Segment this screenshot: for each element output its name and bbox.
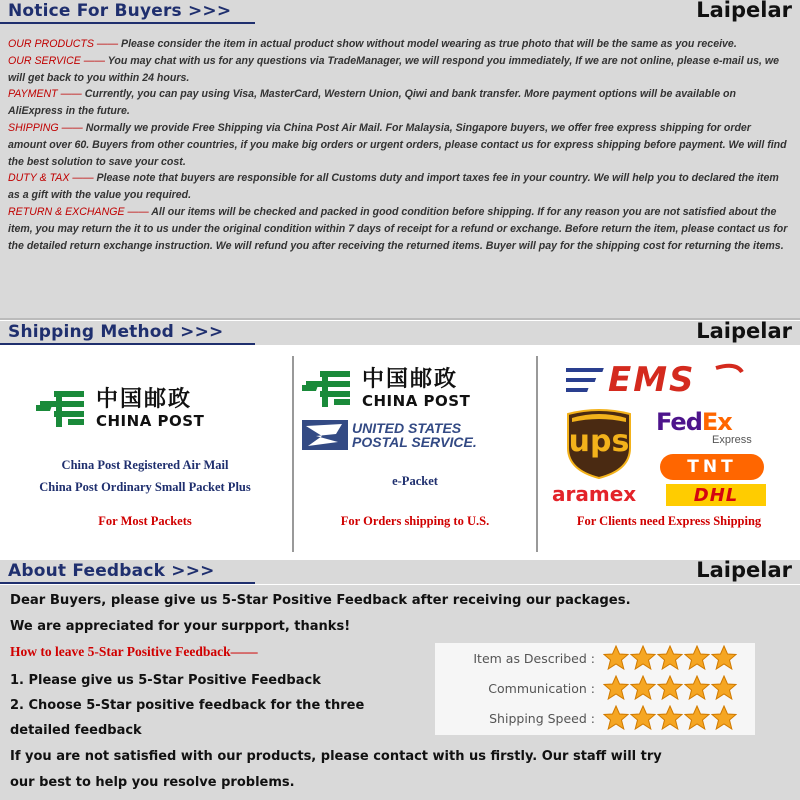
star-icon (711, 705, 737, 731)
notice-item-text: All our items will be checked and packed in good condition before shipping. If for any reason you are not satisfied about the item, you may return the it to us under the original condition within 7 days of receipt for a refund or exchange. Before return the item, please contact us for the detailed return exchange instruction. We will refund you after receiving the returned items. Buyer will pay for the shipping cost for returning the items. (8, 205, 788, 252)
ems-text: EMS (608, 360, 696, 400)
usps-line-1: UNITED STATES (352, 420, 462, 436)
rating-row-communication (435, 675, 755, 703)
fedex-express: Express (712, 434, 752, 446)
rating-row-item-described (435, 645, 755, 673)
brand-name: Laipelar (696, 319, 792, 343)
star-icon (711, 645, 737, 671)
column-divider (536, 356, 538, 552)
shipping-body (0, 346, 800, 558)
china-post-en: CHINA POST (362, 392, 471, 410)
rating-label: Communication : (488, 681, 595, 696)
shipping-note-2: For Orders shipping to U.S. (340, 514, 490, 528)
feedback-step-2-cont: detailed feedback (10, 723, 142, 738)
shipping-title-underline (0, 343, 255, 345)
feedback-line-3: If you are not satisfied with our products, please contact with us firstly. Our staff will try (10, 749, 662, 764)
china-post-en: CHINA POST (96, 412, 205, 430)
tnt-text: TNT (687, 457, 737, 477)
rating-label: Shipping Speed : (489, 711, 595, 726)
notice-item (8, 88, 736, 117)
dhl-logo (666, 484, 766, 506)
rating-label: Item as Described : (473, 651, 595, 666)
notice-label: RETURN & EXCHANGE —— (8, 205, 149, 218)
notice-item (8, 172, 779, 201)
tnt-logo (660, 454, 764, 480)
star-rating (603, 645, 737, 671)
notice-label: OUR PRODUCTS —— (8, 38, 119, 50)
china-post-logo (302, 368, 470, 410)
star-icon (684, 645, 710, 671)
brand-name: Laipelar (696, 0, 792, 22)
notice-item-text: Currently, you can pay using Visa, MasterCard, Western Union, Qiwi and bank transfer. More payment options will be available on AliExpress in the future. (8, 88, 736, 118)
star-icon (657, 645, 683, 671)
notice-item-text: Normally we provide Free Shipping via China Post Air Mail. For Malaysia, Singapore buyers, we offer free express shipping for order amount over 60. Buyers from other countries, if you make big orders or urgent orders, please contact us for express shipping before payment. We will find the best solution to save your cost. (8, 121, 787, 168)
star-icon (630, 705, 656, 731)
notice-label: PAYMENT —— (8, 88, 82, 101)
usps-line-2: POSTAL SERVICE. (352, 434, 477, 450)
star-rating (603, 675, 737, 701)
brand-name: Laipelar (696, 558, 792, 582)
star-icon (630, 675, 656, 701)
notice-header (0, 0, 800, 24)
star-icon (603, 675, 629, 701)
notice-label: OUR SERVICE —— (8, 54, 105, 67)
rating-row-shipping-speed (435, 705, 755, 733)
feedback-body (0, 585, 800, 800)
shipping-col-epacket (296, 356, 534, 556)
ups-logo (564, 408, 634, 480)
shipping-option-1: China Post Registered Air Mail (61, 458, 229, 472)
shipping-option-epacket: e-Packet (392, 474, 438, 488)
ups-text: ups (568, 424, 630, 459)
star-icon (657, 675, 683, 701)
notice-item-text: You may chat with us for any questions via TradeManager, we will respond you immediately, If we are not online, please e-mail us, we will get back to you within 24 hours. (8, 54, 780, 84)
shipping-title: Shipping Method >>> (8, 322, 224, 342)
rating-box (435, 643, 755, 735)
shipping-header (0, 321, 800, 345)
china-post-logo (36, 388, 204, 430)
feedback-step-1: 1. Please give us 5-Star Positive Feedback (10, 673, 321, 688)
notice-title: Notice For Buyers >>> (8, 1, 232, 21)
notice-item (8, 38, 737, 50)
star-icon (603, 645, 629, 671)
china-post-cn: 中国邮政 (96, 387, 193, 412)
feedback-how-to: How to leave 5-Star Positive Feedback—— (10, 644, 258, 659)
feedback-line-4: our best to help you resolve problems. (10, 775, 295, 790)
star-rating (603, 705, 737, 731)
feedback-line-1: Dear Buyers, please give us 5-Star Positive Feedback after receiving our packages. (10, 593, 631, 608)
feedback-title-underline (0, 582, 255, 584)
star-icon (684, 705, 710, 731)
notice-item-text: Please consider the item in actual product show without model wearing as true photo that will be the same as you receive. (118, 38, 737, 50)
shipping-col-express (540, 356, 798, 556)
notice-item (8, 206, 787, 252)
aramex-logo: aramex (552, 482, 637, 506)
notice-body (0, 24, 800, 320)
shipping-option-2: China Post Ordinary Small Packet Plus (39, 480, 251, 494)
star-icon (657, 705, 683, 731)
feedback-title: About Feedback >>> (8, 561, 215, 581)
star-icon (603, 705, 629, 731)
notice-item (8, 122, 787, 168)
fedex-ex: Ex (701, 408, 732, 436)
fedex-fed: Fed (656, 408, 702, 436)
feedback-line-2: We are appreciated for your surpport, thanks! (10, 619, 351, 634)
notice-text (8, 36, 788, 254)
fedex-logo (656, 408, 776, 448)
column-divider (292, 356, 294, 552)
feedback-step-2: 2. Choose 5-Star positive feedback for the three (10, 698, 365, 713)
star-icon (684, 675, 710, 701)
feedback-header (0, 560, 800, 584)
usps-logo (302, 420, 477, 450)
dhl-text: DHL (693, 484, 739, 506)
usps-eagle-icon (302, 420, 348, 450)
china-post-emblem-icon (302, 369, 354, 409)
notice-item (8, 55, 779, 84)
notice-item-text: Please note that buyers are responsible for all Customs duty and import taxes fee in your country. We will help you to declared the item as a gift with the value you required. (8, 172, 779, 202)
shipping-col-china-post (0, 356, 290, 556)
shipping-note-1: For Most Packets (98, 514, 192, 528)
star-icon (711, 675, 737, 701)
china-post-cn: 中国邮政 (362, 367, 459, 392)
ems-logo (566, 362, 746, 398)
notice-label: SHIPPING —— (8, 121, 83, 134)
china-post-emblem-icon (36, 389, 88, 429)
notice-label: DUTY & TAX —— (8, 172, 94, 185)
shipping-note-3: For Clients need Express Shipping (576, 514, 762, 528)
star-icon (630, 645, 656, 671)
